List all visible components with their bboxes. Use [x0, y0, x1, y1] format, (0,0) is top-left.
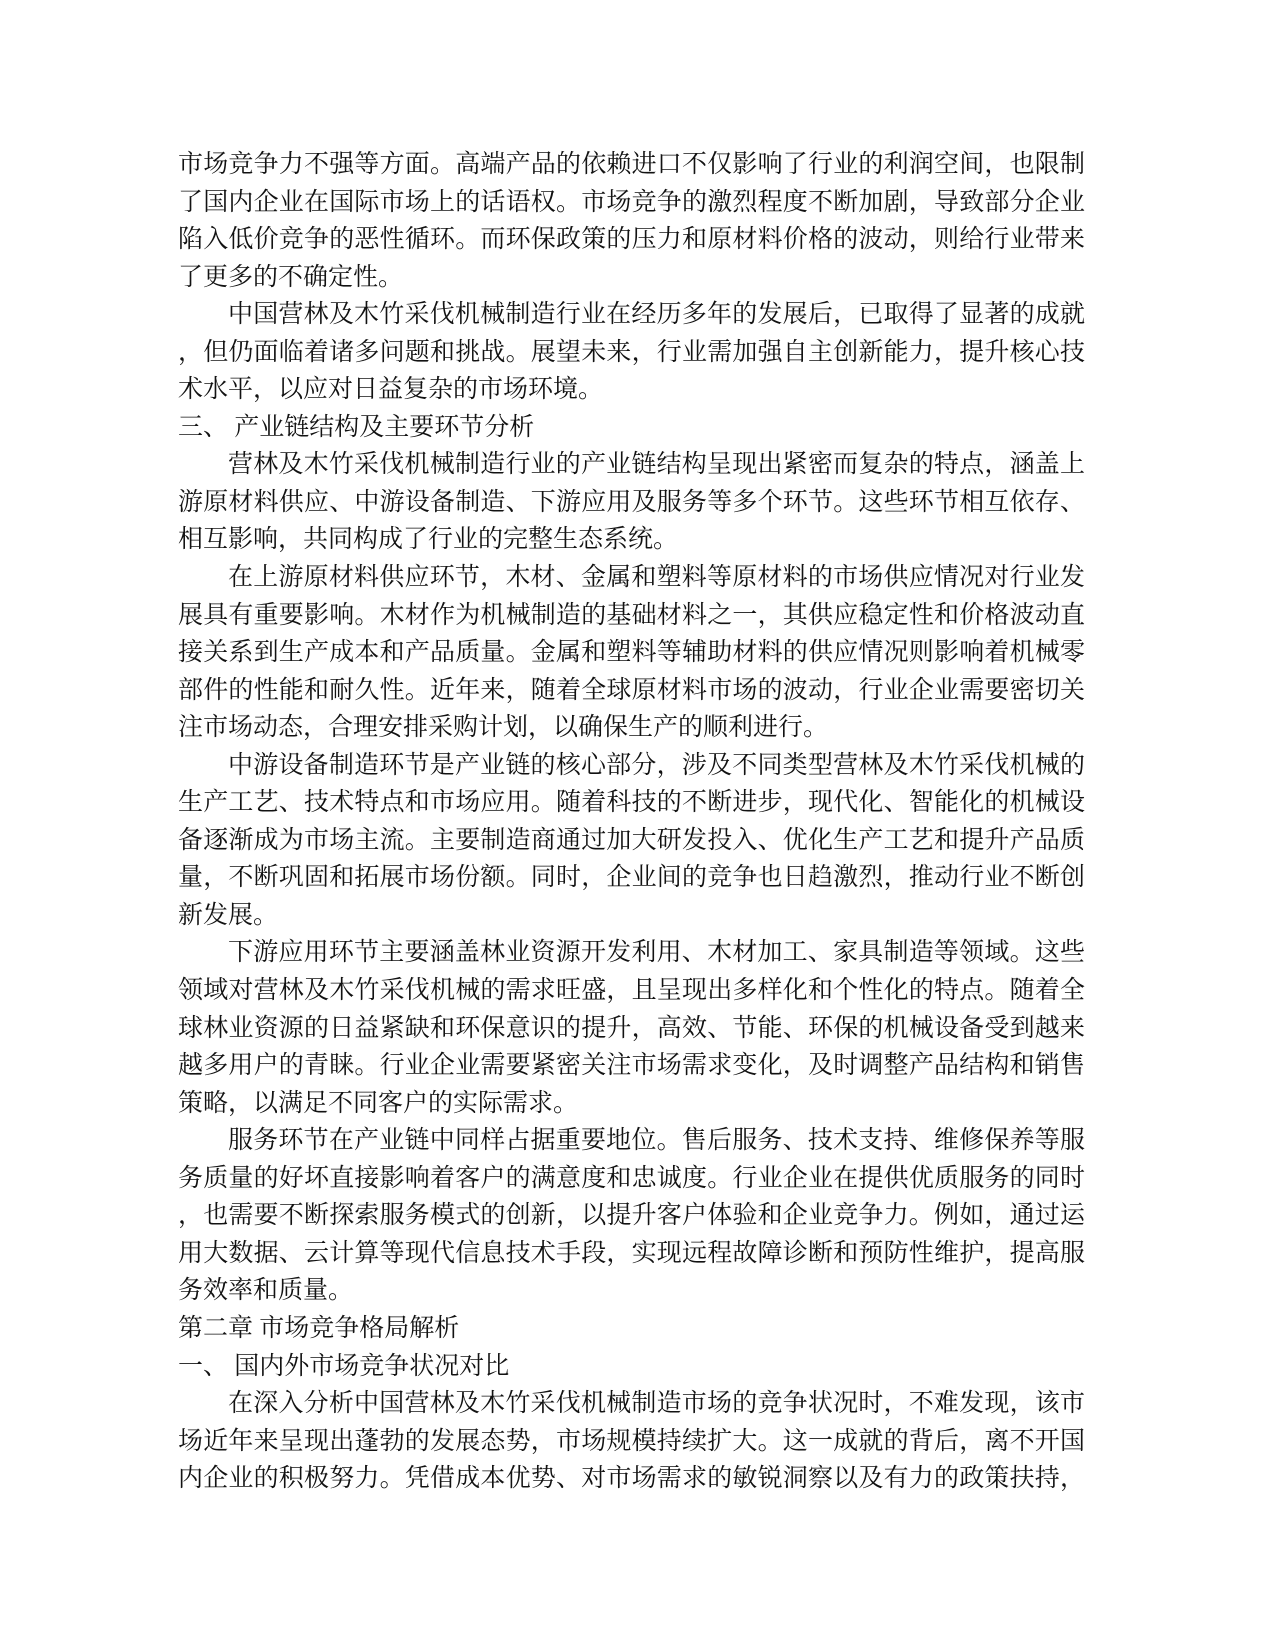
text-line: 生产工艺、技术特点和市场应用。随着科技的不断进步，现代化、智能化的机械设: [178, 789, 1085, 817]
text-line: 相互影响，共同构成了行业的完整生态系统。: [178, 526, 679, 554]
text-line: ，也需要不断探索服务模式的创新，以提升客户体验和企业竞争力。例如，通过运: [178, 1202, 1085, 1230]
text-line: 在上游原材料供应环节，木材、金属和塑料等原材料的市场供应情况对行业发: [228, 564, 1085, 592]
text-line: 球林业资源的日益紧缺和环保意识的提升，高效、节能、环保的机械设备受到越来: [178, 1014, 1085, 1042]
text-line: 场近年来呈现出蓬勃的发展态势，市场规模持续扩大。这一成就的背后，离不开国: [178, 1427, 1085, 1455]
text-line: 备逐渐成为市场主流。主要制造商通过加大研发投入、优化生产工艺和提升产品质: [178, 826, 1085, 854]
text-line: 展具有重要影响。木材作为机械制造的基础材料之一，其供应稳定性和价格波动直: [178, 601, 1085, 629]
text-line: 陷入低价竞争的恶性循环。而环保政策的压力和原材料价格的波动，则给行业带来: [178, 226, 1085, 254]
text-line: 游原材料供应、中游设备制造、下游应用及服务等多个环节。这些环节相互依存、: [178, 488, 1085, 516]
text-line: 量，不断巩固和拓展市场份额。同时，企业间的竞争也日趋激烈，推动行业不断创: [178, 864, 1085, 892]
text-line: 营林及木竹采伐机械制造行业的产业链结构呈现出紧密而复杂的特点，涵盖上: [228, 451, 1085, 479]
text-line: 务质量的好坏直接影响着客户的满意度和忠诚度。行业企业在提供优质服务的同时: [178, 1164, 1085, 1192]
heading-line: 一、 国内外市场竞争状况对比: [178, 1352, 510, 1380]
text-line: 注市场动态，合理安排采购计划，以确保生产的顺利进行。: [178, 714, 829, 742]
text-line: 下游应用环节主要涵盖林业资源开发利用、木材加工、家具制造等领域。这些: [228, 939, 1085, 967]
text-line: 市场竞争力不强等方面。高端产品的依赖进口不仅影响了行业的利润空间，也限制: [178, 151, 1085, 178]
text-line: 策略，以满足不同客户的实际需求。: [178, 1089, 579, 1117]
text-line: 新发展。: [178, 901, 279, 929]
text-line: 用大数据、云计算等现代信息技术手段，实现远程故障诊断和预防性维护，提高服: [178, 1239, 1085, 1267]
text-line: 了更多的不确定性。: [178, 263, 404, 291]
text-line: 务效率和质量。: [178, 1277, 354, 1305]
text-line: 在深入分析中国营林及木竹采伐机械制造市场的竞争状况时，不难发现，该市: [228, 1390, 1085, 1418]
text-line: 了国内企业在国际市场上的话语权。市场竞争的激烈程度不断加剧，导致部分企业: [178, 188, 1085, 216]
document-body: [178, 146, 1085, 1498]
text-line: 内企业的积极努力。凭借成本优势、对市场需求的敏锐洞察以及有力的政策扶持，: [178, 1465, 1085, 1493]
heading-line: 三、 产业链结构及主要环节分析: [178, 413, 535, 441]
text-line: 部件的性能和耐久性。近年来，随着全球原材料市场的波动，行业企业需要密切关: [178, 676, 1085, 704]
text-line: 服务环节在产业链中同样占据重要地位。售后服务、技术支持、维修保养等服: [228, 1127, 1085, 1155]
text-line: 领域对营林及木竹采伐机械的需求旺盛，且呈现出多样化和个性化的特点。随着全: [178, 977, 1085, 1005]
heading-line: 第二章 市场竞争格局解析: [178, 1314, 460, 1342]
text-line: 越多用户的青睐。行业企业需要紧密关注市场需求变化，及时调整产品结构和销售: [178, 1052, 1085, 1080]
text-line: 中国营林及木竹采伐机械制造行业在经历多年的发展后，已取得了显著的成就: [228, 301, 1085, 329]
text-line: 中游设备制造环节是产业链的核心部分，涉及不同类型营林及木竹采伐机械的: [228, 751, 1085, 779]
text-line: ，但仍面临着诸多问题和挑战。展望未来，行业需加强自主创新能力，提升核心技: [178, 338, 1085, 366]
text-line: 术水平，以应对日益复杂的市场环境。: [178, 376, 604, 404]
text-line: 接关系到生产成本和产品质量。金属和塑料等辅助材料的供应情况则影响着机械零: [178, 639, 1085, 667]
